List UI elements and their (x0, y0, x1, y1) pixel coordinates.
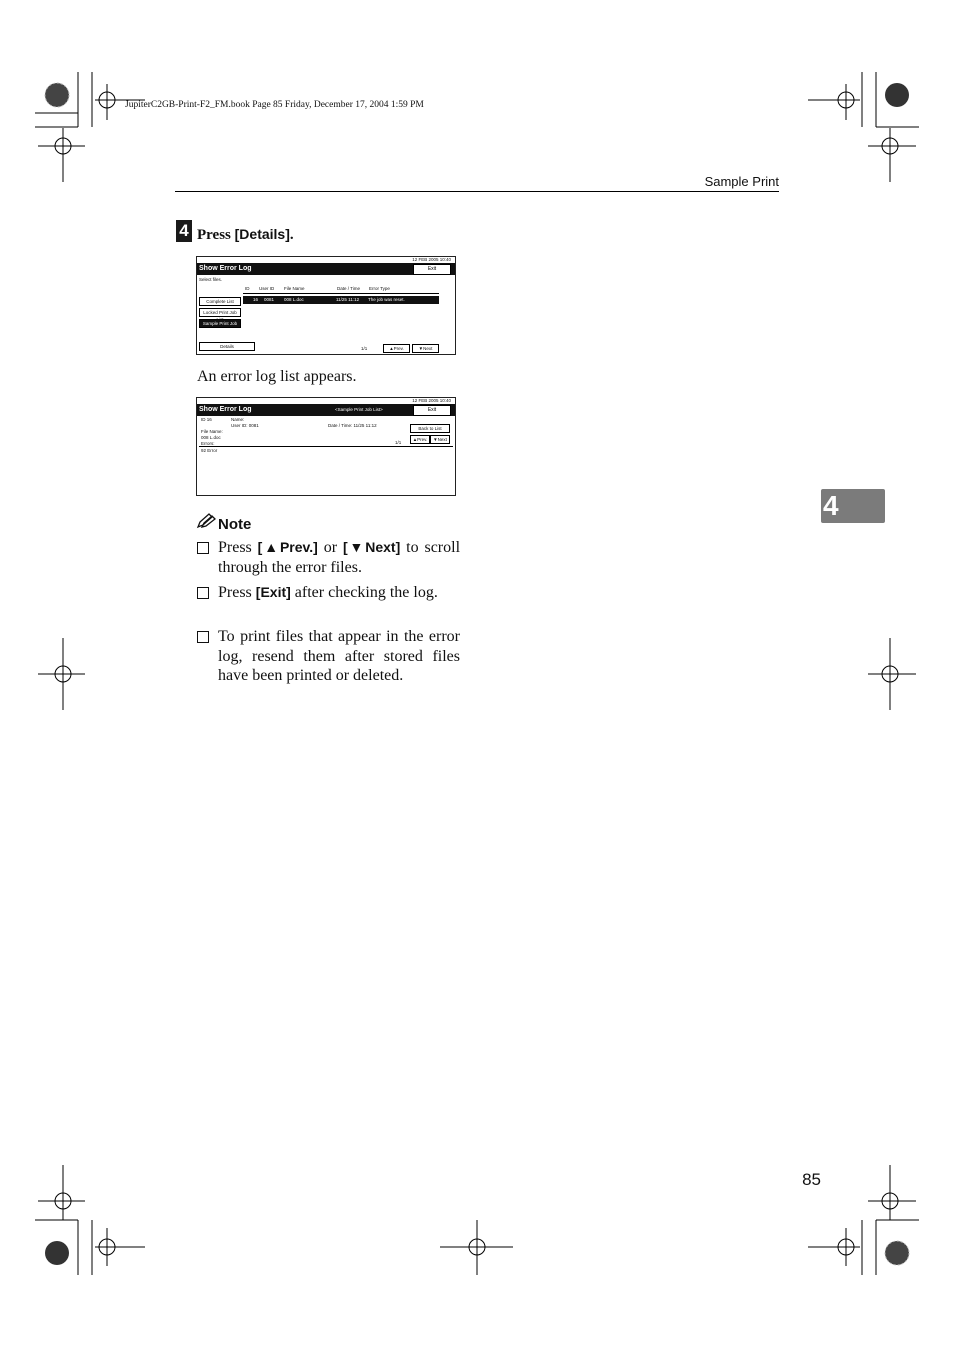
step-prefix: Press (197, 227, 235, 243)
screen-title: Show Error Log (199, 406, 252, 413)
row-error-type: The job was reset. (368, 297, 405, 302)
note-item (197, 538, 460, 578)
header-rule (175, 191, 779, 192)
exit-button[interactable]: Exit (413, 264, 451, 275)
chapter-number: 4 (823, 490, 839, 521)
screen-titlebar (197, 404, 455, 416)
details-key: [Details] (234, 226, 290, 242)
page-indicator: 1/1 (395, 440, 402, 445)
complete-list-button[interactable]: Complete List (199, 297, 241, 306)
col-id: ID (245, 286, 250, 291)
result-description: An error log list appears. (197, 368, 357, 385)
next-button[interactable]: ▼Next (430, 435, 450, 444)
note-item (197, 583, 460, 623)
detail-user-id: User ID: 0081 (231, 423, 259, 428)
col-date-time: Date / Time (337, 286, 361, 291)
header-underline (243, 293, 439, 294)
checkbox-icon (197, 631, 209, 643)
prev-button[interactable]: ▲Prev. (410, 435, 430, 444)
row-id: 16 (253, 297, 259, 302)
col-error-type: Error Type (369, 286, 390, 291)
prev-button[interactable]: ▲Prev. (383, 344, 410, 353)
step-number-badge: 4 (176, 220, 192, 242)
error-line: 92 Error (201, 448, 218, 453)
screen-title: Show Error Log (199, 265, 252, 272)
pencil-icon (196, 513, 216, 529)
note-text: Press (218, 539, 258, 556)
detail-file-name-value: 008 L.doc (201, 435, 221, 440)
exit-button[interactable]: Exit (413, 405, 451, 416)
col-user-id: User ID (259, 286, 275, 291)
detail-file-name-label: File Name: (201, 429, 223, 434)
note-text: To print files that appear in the error log, resend them after stored files have been printed or deleted. (218, 628, 460, 684)
row-date-time: 11/25 11:12 (336, 297, 360, 302)
col-file-name: File Name (284, 286, 305, 291)
step-instruction (197, 226, 294, 244)
prev-key: [▲Prev.] (257, 539, 318, 555)
next-key: [▼Next] (342, 539, 401, 555)
next-button[interactable]: ▼Next (412, 344, 439, 353)
screen-date: 12 FEB 2005 10:40 (412, 398, 451, 403)
detail-id: ID 16 (201, 417, 212, 422)
page-indicator: 1/1 (361, 346, 368, 351)
detail-divider (199, 446, 453, 447)
book-file-line: JupiterC2GB-Print-F2_FM.book Page 85 Friday, December 17, 2004 1:59 PM (125, 100, 424, 110)
note-text: or (317, 539, 343, 556)
row-file-name: 008 L.doc (284, 297, 304, 302)
step-suffix: . (289, 227, 294, 243)
table-row[interactable] (243, 296, 439, 304)
back-to-list-button[interactable]: Back to List (410, 424, 450, 433)
detail-errors-label: Errors: (201, 441, 215, 446)
exit-key: [Exit] (255, 584, 291, 600)
checkbox-icon (197, 587, 209, 599)
details-button[interactable]: Details (199, 342, 255, 351)
locked-print-job-list-button[interactable]: Locked Print Job (199, 308, 241, 317)
note-text: to scroll through the error files. (218, 539, 461, 576)
sample-print-job-list-button[interactable]: Sample Print Job List (199, 319, 241, 328)
screen-error-log-list (196, 256, 456, 355)
detail-name: Name: (231, 417, 245, 422)
screen-titlebar (197, 263, 455, 275)
checkbox-icon (197, 542, 209, 554)
note-text: Press (218, 584, 256, 601)
row-user-id: 0081 (264, 297, 275, 302)
note-heading: Note (218, 516, 252, 533)
detail-date-time: Date / Time: 11/25 11:12 (328, 423, 377, 428)
select-label: Select files. (199, 277, 223, 282)
screen-subtitle: <Sample Print Job List> (335, 407, 383, 412)
running-header: Sample Print (704, 174, 779, 189)
note-item (197, 627, 460, 707)
screen-error-log-detail (196, 397, 456, 496)
note-text: after checking the log. (290, 584, 438, 601)
screen-date: 12 FEB 2005 10:40 (412, 257, 451, 262)
page-number: 85 (802, 1170, 821, 1189)
